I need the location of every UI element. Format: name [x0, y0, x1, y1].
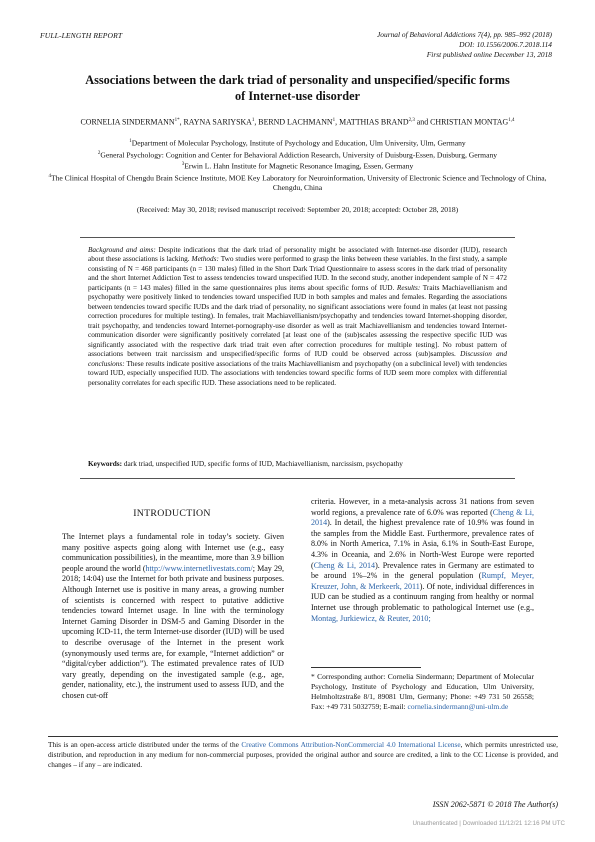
citation-link[interactable]: Rumpf, Meyer, Kreuzer, John, & Merkeerk, 2011	[311, 571, 534, 591]
author-name: and CHRISTIAN MONTAG	[414, 117, 509, 127]
author-name: CORNELIA SINDERMANN	[80, 117, 175, 127]
license-link[interactable]: Creative Commons Attribution-NonCommercial 4.0 International License	[241, 740, 461, 749]
affiliation	[40, 137, 555, 149]
paragraph-text: ; May 29, 2018; 14:04) use the Internet for both private and business purposes. Although Internet use is positive in many areas, a growing number of scientists is concerned with respect to putative addictive tendencies toward Internet usage. In line with the terminology Internet Gaming Disorder in DSM-5 and Gaming Disorder in the upcoming ICD-11, the term Internet-use disorder (IUD) will be used to describe overusage of the Internet in the present work (synonymously used terms are, for example, “Internet addiction” or “digital/cyber addiction”). The estimated prevalence rates of IUD vary greatly, depending on the investigated sample (e.g., age, gender, nationality, etc.), the instrument used to assess IUD, and the chosen cut-off	[62, 563, 285, 700]
affiliation	[40, 149, 555, 161]
download-watermark: Unauthenticated | Downloaded 11/12/21 12:16 PM UTC	[412, 820, 565, 827]
affiliation	[40, 172, 555, 194]
title-line: of Internet-use disorder	[235, 89, 360, 103]
section-heading-introduction: INTRODUCTION	[133, 508, 211, 519]
affiliation-number: 1	[129, 139, 132, 144]
affiliation	[40, 160, 555, 172]
paragraph-text: criteria. However, in a meta-analysis across 31 nations from seven world regions, a prevalence rate of 6.0% was reported (	[311, 497, 534, 517]
corresponding-author-note	[311, 672, 534, 712]
citation-link[interactable]: Cheng & Li, 2014	[311, 507, 534, 528]
issn-copyright: ISSN 2062-5871 © 2018 The Author(s)	[432, 800, 558, 809]
body-column-right	[311, 497, 534, 624]
abstract-discussion-text: These results indicate positive associations of the traits Machiavellianism and psychopathy (on a subclinical level) with tendencies toward IUD, especially unspecified IUD. The associations with tendencies toward specific forms of IUD seem more complex with differential personality correlates for each specific IUD. These associations need to be replicated.	[88, 359, 507, 387]
abstract-background-text: Despite indications that the dark triad of personality might be associated with Internet-use disorder (IUD), research about these associations is lacking.	[88, 246, 507, 264]
citation-link[interactable]: Montag, Jurkiewicz, & Reuter, 2010;	[311, 613, 431, 623]
keywords-label: Keywords:	[88, 459, 123, 468]
affiliation-text: Erwin L. Hahn Institute for Magnetic Resonance Imaging, Essen, Germany	[184, 161, 414, 171]
journal-citation	[292, 30, 552, 60]
license-text: , which permits unrestricted use, distribution, and reproduction in any medium for non-commercial purposes, provided the original author and source are credited, a link to the CC License is provided, and changes – if any – are indicated.	[48, 740, 558, 769]
author-affiliation-mark: 1	[251, 118, 255, 123]
abstract-methods-label: Methods:	[191, 255, 219, 264]
affiliation-number: 2	[97, 150, 101, 156]
abstract-bottom-rule	[80, 478, 515, 479]
journal-issue-line: Journal of Behavioral Addictions 7(4), pp. 985–992 (2018)	[377, 30, 552, 39]
email-link[interactable]: cornelia.sindermann@uni-ulm.de	[407, 701, 509, 711]
author-list	[18, 116, 577, 128]
received-dates: (Received: May 30, 2018; revised manuscript received: September 20, 2018; accepted: October 28, 2018)	[136, 205, 459, 214]
abstract-results-text: Traits Machiavellianism and psychopathy were positively linked to tendencies toward unspecified IUD in both samples and males and females. Regarding the associations between tendencies toward specific IUDs and the dark triad of personality, no significant associations were found in males (at least not passing correction procedures for multiple testing). In females, trait Machiavellianism/psychopathy and tendencies toward Internet-shopping disorder, trait psychopathy, and tendencies toward Internet-pornography-use disorder as well as trait Machiavellianism and tendencies toward Internet-communication disorder were significantly positively correlated [at least one of the (sub)scales assessing the respective specific IUD was significantly associated with the respective dark triad trait even after correction procedures for multiple testing]. No robust pattern of associations between trait narcissism and unspecified/specific forms of IUD could be observed across (sub)samples.	[88, 283, 507, 359]
article-title	[40, 72, 555, 104]
affiliation-list	[40, 137, 555, 193]
abstract-top-rule	[80, 237, 515, 238]
author-name: , BERND LACHMANN	[254, 117, 333, 127]
author-affiliation-mark: 1*	[174, 118, 180, 123]
affiliation-number: 3	[181, 162, 185, 168]
doi-line: DOI: 10.1556/2006.7.2018.114	[459, 40, 552, 49]
author-affiliation-mark: 1,4	[508, 118, 515, 123]
affiliation-text: Department of Molecular Psychology, Institute of Psychology and Education, Ulm University, Ulm, Germany	[131, 138, 466, 148]
license-statement	[48, 736, 558, 769]
citation-link[interactable]: Cheng & Li, 2014	[313, 560, 376, 570]
keywords	[88, 459, 507, 468]
affiliation-text: General Psychology: Cognition and Center for Behavioral Addiction Research, University of Duisburg-Essen, Duisburg, Germany	[100, 150, 498, 160]
footnote-rule	[311, 667, 421, 668]
abstract-discussion-label: Discussion and conclusions:	[88, 350, 507, 368]
paragraph-text: ). Prevalence rates in Germany are estimated to be around 1%–2% in the general population (	[311, 560, 534, 581]
abstract-results-label: Results:	[396, 283, 421, 292]
author-name: , RAYNA SARIYSKA	[179, 117, 252, 127]
running-header-label: FULL-LENGTH REPORT	[40, 31, 123, 40]
paragraph-text: ). In detail, the highest prevalence rate of 10.9% was found in the samples from the Middle East. Furthermore, prevalence rates of 8.0% in North America, 7.1% in Asia, 6.1% in South-East Europe, 4.3% in Oceania, and 2.6% in North-West Europe were reported (	[311, 518, 534, 570]
abstract	[88, 246, 507, 388]
title-line: Associations between the dark triad of personality and unspecified/specific forms	[85, 73, 510, 87]
affiliation-text: The Clinical Hospital of Chengdu Brain Science Institute, MOE Key Laboratory for Neuroinformation, University of Electronic Science and Technology of China, Chengdu, China	[50, 173, 547, 193]
abstract-background-label: Background and aims:	[88, 246, 156, 254]
affiliation-number: 4	[48, 173, 51, 179]
corresponding-author-text: * Corresponding author: Cornelia Sindermann; Department of Molecular Psychology, Institute of Psychology and Education, Ulm University, Helmholtzstraße 8/1, 89081 Ulm, Germany; Phone: +49 731 50 26558; Fax: +49 731 5032759; E-mail:	[311, 672, 534, 711]
author-name: , MATTHIAS BRAND	[335, 117, 409, 127]
keywords-text: dark triad, unspecified IUD, specific forms of IUD, Machiavellianism, narcissism, psychopathy	[122, 459, 403, 468]
paragraph-text: ). Of note, individual differences in IUD can be studied as a continuum ranging from healthy or normal Internet use through problematic to pathological Internet use (e.g.,	[311, 581, 535, 612]
license-text: This is an open-access article distributed under the terms of the	[48, 740, 242, 749]
author-affiliation-mark: 2,3	[408, 118, 415, 123]
abstract-methods-text: Two studies were performed to grasp the links between these variables. In the first study, a sample consisting of N = 468 participants (n = 130 males) filled in the Short Dark Triad Questionnaire to assess scores in the dark triad of personality and the short Internet Addiction Test to assess tendencies toward unspecified IUD. In the second study, another independent sample of N = 472 participants (n = 143 males) filled in the same questionnaires plus items about specific forms of IUD.	[88, 255, 507, 292]
author-affiliation-mark: 1	[332, 118, 336, 123]
paragraph-text: The Internet plays a fundamental role in today’s society. Given many positive aspects going along with Internet use (e.g., easy communication possibilities), in the meantime, more than 3.9 billion people around the world (	[62, 532, 284, 573]
body-column-left	[62, 532, 284, 702]
url-link[interactable]: http://www.internetlivestats.com/	[145, 563, 253, 573]
publication-date-line: First published online December 13, 2018	[426, 50, 552, 59]
